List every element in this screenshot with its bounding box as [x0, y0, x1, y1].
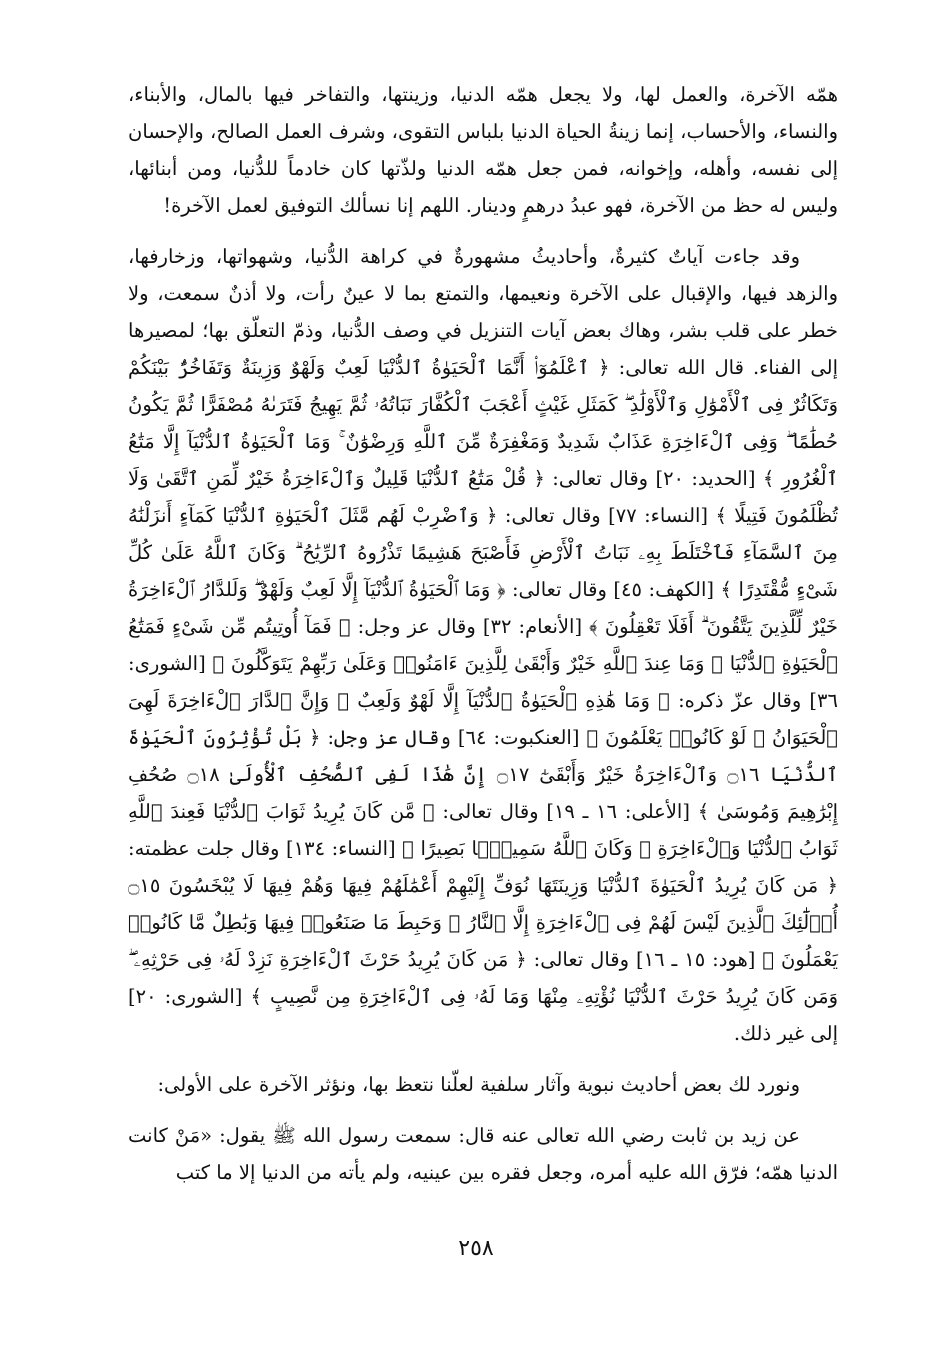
paragraph-4: عن زيد بن ثابت رضي الله تعالى عنه قال: سمعت رسول الله ﷺ يقول: «مَنْ كانت الدنيا همّه؛ فرّق الله عليه أمره، وجعل فقره بين عينيه، ولم يأته من الدنيا إلا ما كتب — [128, 1124, 838, 1184]
paragraph-1: همّه الآخرة، والعمل لها، ولا يجعل همّه الدنيا، وزينتها، والتفاخر فيها بالمال، والأبناء، والنساء، والأحساب، إنما زينةُ الحياة الدنيا بلباس التقوى، وشرف العمل الصالح، والإحسان إلى نفسه، وأهله، وإخوانه، فمن جعل همّه الدنيا ولذّتها كان خادماً للدُّنيا، ومن أبنائها، وليس له حظ من الآخرة، فهو عبدُ درهمٍ ودينار. اللهم إنا نسألك التوفيق لعمل الآخرة! — [128, 83, 838, 217]
paragraph-2: وقد جاءت آياتٌ كثيرةٌ، وأحاديثُ مشهورةٌ في كراهة الدُّنيا، وشهواتها، وزخارفها، والزهد فيها، والإقبال على الآخرة ونعيمها، والتمتع بما لا عينٌ رأت، ولا أذنٌ سمعت، ولا خطر على قلب بشر، وهاك بعض آيات التنزيل في وصف الدُّنيا، وذمّ التعلّق بها؛ لمصيرها إلى الفناء. قال الله تعالى: ﴿ ٱعْلَمُوٓا۟ أَنَّمَا ٱلْحَيَوٰةُ ٱلدُّنْيَا لَعِبٌ وَلَهْوٌ وَزِينَةٌ وَتَفَاخُرٌۢ بَيْنَكُمْ وَتَكَاثُرٌ فِى ٱلْأَمْوَٰلِ وَٱلْأَوْلَٰدِ ۖ كَمَثَلِ غَيْثٍ أَعْجَبَ ٱلْكُفَّارَ نَبَاتُهُۥ ثُمَّ يَهِيجُ فَتَرَىٰهُ مُصْفَرًّا ثُمَّ يَكُونُ حُطَٰمًا ۖ وَفِى ٱلْءَاخِرَةِ عَذَابٌ شَدِيدٌ وَمَغْفِرَةٌ مِّنَ ٱللَّهِ وَرِضْوَٰنٌ ۚ وَمَا ٱلْحَيَوٰةُ ٱلدُّنْيَآ إِلَّا مَتَٰعُ ٱلْغُرُورِ ﴾ [الحديد: ٢٠] وقال تعالى: ﴿ قُلْ مَتَٰعُ ٱلدُّنْيَا قَلِيلٌ وَٱلْءَاخِرَةُ خَيْرٌ لِّمَنِ ٱتَّقَىٰ وَلَا تُظْلَمُونَ فَتِيلًا ﴾ [النساء: ٧٧] وقال تعالى: ﴿ وَٱضْرِبْ لَهُم مَّثَلَ ٱلْحَيَوٰةِ ٱلدُّنْيَا كَمَآءٍ أَنزَلْنَٰهُ مِنَ ٱلسَّمَآءِ فَٱخْتَلَطَ بِهِۦ نَبَاتُ ٱلْأَرْضِ فَأَصْبَحَ هَشِيمًا تَذْرُوهُ ٱلرِّيَٰحُ ۗ وَكَانَ ٱللَّهُ عَلَىٰ كُلِّ شَىْءٍ مُّقْتَدِرًا ﴾ [الكهف: ٤٥] وقال تعالى: ﴿ وَمَا ٱلْحَيَوٰةُ ٱلدُّنْيَآ إِلَّا لَعِبٌ وَلَهْوٌ ۖ وَلَلدَّارُ ٱلْءَاخِرَةُ خَيْرٌ لِّلَّذِينَ يَتَّقُونَ ۗ أَفَلَا تَعْقِلُونَ ﴾ [الأنعام: ٣٢] وقال عز وجل: ﴿ فَمَآ أُوتِيتُم مِّن شَىْءٍ فَمَتَٰعُ ٱلْحَيَوٰةِ ٱلدُّنْيَا ۖ وَمَا عِندَ ٱللَّهِ خَيْرٌ وَأَبْقَىٰ لِلَّذِينَ ءَامَنُوا۟ وَعَلَىٰ رَبِّهِمْ يَتَوَكَّلُونَ ﴾ [الشورى: ٣٦] وقال عزّ ذكره: ﴿ وَمَا هَٰذِهِ ٱلْحَيَوٰةُ ٱلدُّنْيَآ إِلَّا لَهْوٌ وَلَعِبٌ ۚ وَإِنَّ ٱلدَّارَ ٱلْءَاخِرَةَ لَهِىَ ٱلْحَيَوَانُ ۚ لَوْ كَانُوا۟ يَعْلَمُونَ ﴾ [العنكبوت: ٦٤] وقال عز وجل: ﴿ بَلْ تُؤْثِرُونَ ٱلْحَيَوٰةَ ٱلدُّنْيَا ۝١٦ وَٱلْءَاخِرَةُ خَيْرٌ وَأَبْقَىٰٓ ۝١٧ إِنَّ هَٰذَا لَفِى ٱلصُّحُفِ ٱلْأُولَىٰ ۝١٨ صُحُفِ إِبْرَٰهِيمَ وَمُوسَىٰ ﴾ [الأعلى: ١٦ ـ ١٩] وقال تعالى: ﴿ مَّن كَانَ يُرِيدُ ثَوَابَ ٱلدُّنْيَا فَعِندَ ٱللَّهِ ثَوَابُ ٱلدُّنْيَا وَٱلْءَاخِرَةِ ۚ وَكَانَ ٱللَّهُ سَمِيعًۢا بَصِيرًا ﴾ [النساء: ١٣٤] وقال جلت عظمته: ﴿ مَن كَانَ يُرِيدُ ٱلْحَيَوٰةَ ٱلدُّنْيَا وَزِينَتَهَا نُوَفِّ إِلَيْهِمْ أَعْمَٰلَهُمْ فِيهَا وَهُمْ فِيهَا لَا يُبْخَسُونَ ۝١٥ أُو۟لَٰٓئِكَ ٱلَّذِينَ لَيْسَ لَهُمْ فِى ٱلْءَاخِرَةِ إِلَّا ٱلنَّارُ ۖ وَحَبِطَ مَا صَنَعُوا۟ فِيهَا وَبَٰطِلٌ مَّا كَانُوا۟ يَعْمَلُونَ ﴾ [هود: ١٥ ـ ١٦] وقال تعالى: ﴿ مَن كَانَ يُرِيدُ حَرْثَ ٱلْءَاخِرَةِ نَزِدْ لَهُۥ فِى حَرْثِهِۦ ۖ وَمَن كَانَ يُرِيدُ حَرْثَ ٱلدُّنْيَا نُؤْتِهِۦ مِنْهَا وَمَا لَهُۥ فِى ٱلْءَاخِرَةِ مِن نَّصِيبٍ ﴾ [الشورى: ٢٠] إلى غير ذلك. — [128, 245, 839, 1045]
paragraph-3: ونورد لك بعض أحاديث نبوية وآثار سلفية لعلّنا نتعظ بها، ونؤثر الآخرة على الأولى: — [157, 1073, 800, 1096]
page-body — [128, 76, 838, 1191]
page-number: ٢٥٨ — [458, 1236, 494, 1261]
